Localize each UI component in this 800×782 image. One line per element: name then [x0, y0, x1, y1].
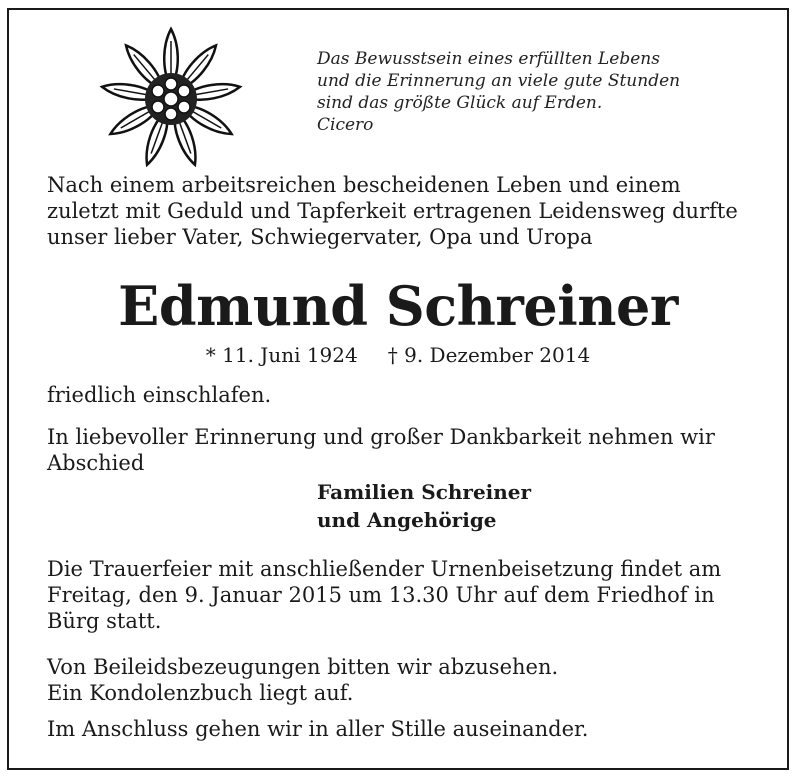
passing-text [47, 382, 767, 408]
funeral-line: Bürg statt. [47, 609, 162, 633]
quote-block [317, 48, 737, 136]
intro-line: Nach einem arbeitsreichen bescheidenen Leben und einem [47, 173, 681, 197]
farewell-paragraph [47, 424, 767, 476]
closing-paragraph [47, 716, 767, 742]
funeral-paragraph [47, 556, 767, 634]
closing-line: Im Anschluss gehen wir in aller Stille auseinander. [47, 717, 589, 741]
quote-author: Cicero [317, 115, 374, 135]
birth-date: * 11. Juni 1924 [205, 343, 358, 367]
intro-line: unser lieber Vater, Schwiegervater, Opa und Uropa [47, 225, 593, 249]
quote-line: Das Bewusstsein eines erfüllten Lebens [317, 49, 660, 69]
condolences-line: Ein Kondolenzbuch liegt auf. [47, 681, 354, 705]
mourners-signature [317, 478, 531, 534]
death-date: † 9. Dezember 2014 [387, 343, 591, 367]
family-line: und Angehörige [317, 508, 497, 532]
condolences-line: Von Beileidsbezeugungen bitten wir abzusehen. [47, 655, 559, 679]
quote-line: sind das größte Glück auf Erden. [317, 93, 603, 113]
condolences-paragraph [47, 654, 767, 706]
farewell-line: Abschied [47, 451, 145, 475]
edelweiss-icon [91, 24, 251, 174]
intro-paragraph [47, 172, 767, 250]
obituary-frame [7, 8, 789, 770]
funeral-line: Freitag, den 9. Januar 2015 um 13.30 Uhr auf dem Friedhof in [47, 583, 715, 607]
intro-line: zuletzt mit Geduld und Tapferkeit ertragenen Leidensweg durfte [47, 199, 738, 223]
quote-line: und die Erinnerung an viele gute Stunden [317, 71, 681, 91]
passing-line: friedlich einschlafen. [47, 383, 272, 407]
deceased-name: Edmund Schreiner [118, 274, 678, 338]
family-line: Familien Schreiner [317, 480, 532, 504]
life-dates [9, 342, 787, 368]
farewell-line: In liebevoller Erinnerung und großer Dankbarkeit nehmen wir [47, 425, 715, 449]
funeral-line: Die Trauerfeier mit anschließender Urnenbeisetzung findet am [47, 557, 722, 581]
